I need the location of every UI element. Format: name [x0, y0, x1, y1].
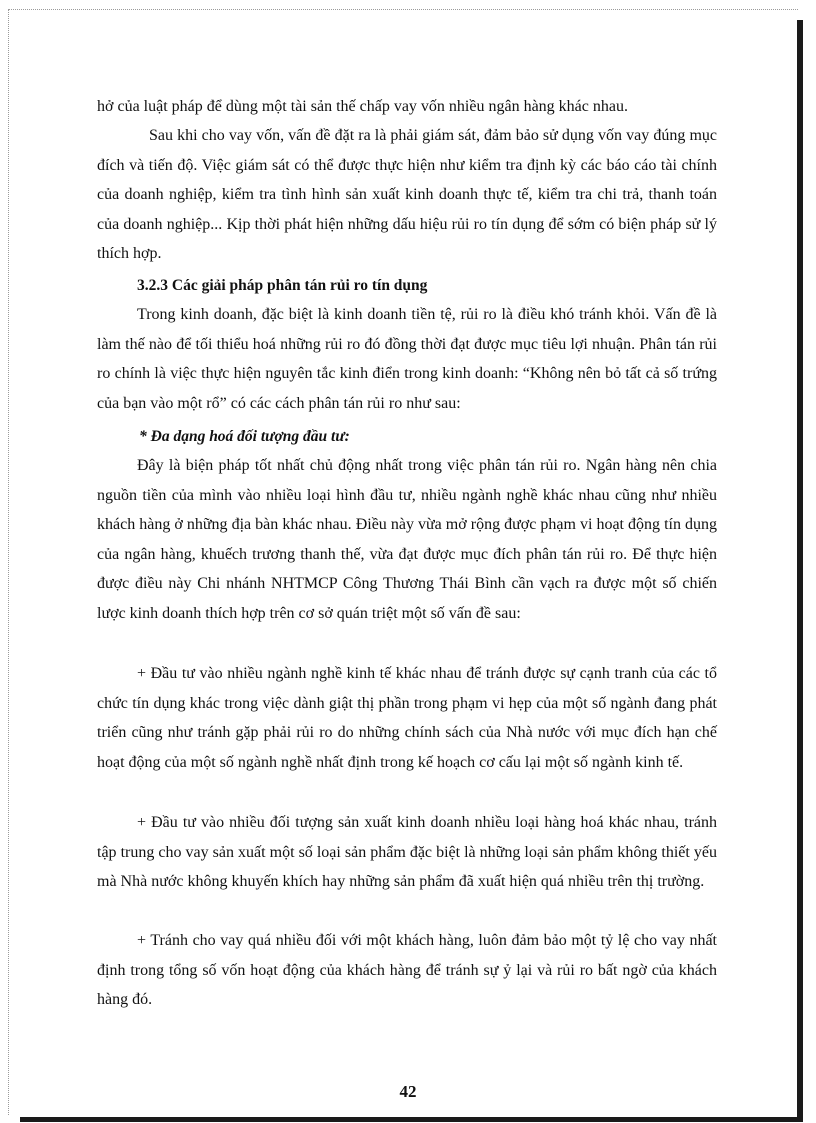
paragraph-continuation: hở của luật pháp để dùng một tài sản thế chấp vay vốn nhiều ngân hàng khác nhau.	[97, 98, 628, 115]
page-border-top	[8, 9, 798, 10]
list-item-customers: + Tránh cho vay quá nhiều đối với một khách hàng, luôn đảm bảo một tỷ lệ cho vay nhất định trong tổng số vốn hoạt động của khách hàng để tránh sự ỷ lại và rủi ro bất ngờ của khách hàng đó.	[97, 932, 717, 1009]
page-border-left	[8, 9, 9, 1115]
page-number: 42	[399, 1082, 417, 1101]
section-heading: 3.2.3 Các giải pháp phân tán rủi ro tín dụng	[137, 277, 428, 294]
paragraph-risk-intro: Trong kinh doanh, đặc biệt là kinh doanh tiền tệ, rủi ro là điều khó tránh khỏi. Vấn đề là làm thế nào để tối thiểu hoá những rủi ro đó đồng thời đạt được mục tiêu lợi nhuận. Phân tán rủi ro chính là việc thực hiện nguyên tắc kinh điển trong kinh doanh: “Không nên bỏ tất cả số trứng của bạn vào một rổ” có các cách phân tán rủi ro như sau:	[97, 306, 717, 412]
list-item-industries: + Đầu tư vào nhiều ngành nghề kinh tế khác nhau để tránh được sự cạnh tranh của các tổ chức tín dụng khác trong việc dành giật thị phần trong phạm vi hẹp của một số ngành đang phát triển cũng như tránh gặp phải rủi ro do những chính sách của Nhà nước với mục đích hạn chế hoạt động của một số ngành nghề nhất định trong kế hoạch cơ cấu lại một số ngành kinh tế.	[97, 665, 717, 771]
paragraph-diversification: Đây là biện pháp tốt nhất chủ động nhất trong việc phân tán rủi ro. Ngân hàng nên chia nguồn tiền của mình vào nhiều loại hình đầu tư, nhiều ngành nghề khác nhau cũng như nhiều khách hàng ở những địa bàn khác nhau. Điều này vừa mở rộng được phạm vi hoạt động tín dụng của ngân hàng, khuếch trương thanh thế, vừa đạt được mục đích phân tán rủi ro. Để thực hiện được điều này Chi nhánh NHTMCP Công Thương Thái Bình cần vạch ra được một số chiến lược kinh doanh thích hợp trên cơ sở quán triệt một số vấn đề sau:	[97, 457, 717, 622]
list-item-products: + Đầu tư vào nhiều đối tượng sản xuất kinh doanh nhiều loại hàng hoá khác nhau, tránh tập trung cho vay sản xuất một số loại sản phẩm đặc biệt là những loại sản phẩm không thiết yếu mà Nhà nước không khuyến khích hay những sản phẩm đã xuất hiện quá nhiều trên thị trường.	[97, 814, 717, 891]
subsection-heading: * Đa dạng hoá đối tượng đầu tư:	[139, 428, 350, 445]
page-border-right	[797, 20, 803, 1117]
paragraph-supervision: Sau khi cho vay vốn, vấn đề đặt ra là phải giám sát, đảm bảo sử dụng vốn vay đúng mục đích và tiến độ. Việc giám sát có thể được thực hiện như kiểm tra định kỳ các báo cáo tài chính của doanh nghiệp, kiểm tra tình hình sản xuất kinh doanh thực tế, kiểm tra chi trả, thanh toán của doanh nghiệp... Kịp thời phát hiện những dấu hiệu rủi ro tín dụng để sớm có biện pháp sử lý thích hợp.	[97, 127, 717, 263]
page-border-bottom	[20, 1117, 803, 1122]
